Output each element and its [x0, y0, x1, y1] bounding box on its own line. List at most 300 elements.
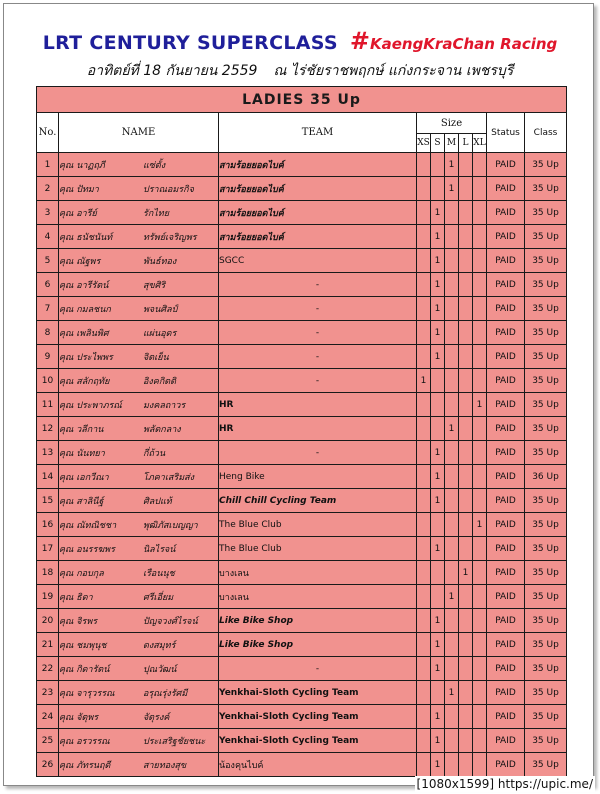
last-name: สุขศิริ	[143, 280, 166, 291]
status-badge: PAID	[487, 153, 525, 177]
first-name: คุณ ณัฐพร	[59, 256, 101, 267]
participant-name	[59, 177, 219, 201]
participant-name	[59, 465, 219, 489]
table-row	[37, 609, 567, 633]
status-badge: PAID	[487, 297, 525, 321]
registration-table	[36, 86, 567, 777]
participant-name	[59, 273, 219, 297]
size-cell-l	[459, 249, 473, 273]
size-cell-xl	[473, 225, 487, 249]
event-subtitle	[0, 60, 600, 82]
col-header-team: TEAM	[219, 113, 417, 153]
team-name: -	[219, 297, 417, 321]
table-row	[37, 753, 567, 777]
size-cell-s: 1	[431, 249, 445, 273]
row-number: 20	[37, 609, 59, 633]
team-name: -	[219, 321, 417, 345]
race-class: 35 Up	[525, 729, 567, 753]
status-badge: PAID	[487, 345, 525, 369]
first-name: คุณ ประไพพร	[59, 352, 113, 363]
size-cell-xl	[473, 489, 487, 513]
last-name: มงคลถาวร	[143, 400, 186, 411]
row-number: 14	[37, 465, 59, 489]
row-number: 12	[37, 417, 59, 441]
size-cell-xl	[473, 705, 487, 729]
size-cell-xs	[417, 705, 431, 729]
size-cell-s	[431, 177, 445, 201]
size-cell-l	[459, 585, 473, 609]
size-cell-xl	[473, 441, 487, 465]
participant-name	[59, 729, 219, 753]
first-name: คุณ อารีย์	[59, 208, 97, 219]
race-class: 35 Up	[525, 633, 567, 657]
size-cell-m	[445, 537, 459, 561]
first-name: คุณ สาลินีฐ์	[59, 496, 104, 507]
col-header-size-xs: XS	[417, 134, 431, 153]
table-row	[37, 321, 567, 345]
event-title	[0, 27, 600, 55]
size-cell-m	[445, 249, 459, 273]
size-cell-m	[445, 729, 459, 753]
size-cell-xs	[417, 153, 431, 177]
status-badge: PAID	[487, 249, 525, 273]
first-name: คุณ จัตุพร	[59, 712, 99, 723]
status-badge: PAID	[487, 729, 525, 753]
team-name: Heng Bike	[219, 465, 417, 489]
size-cell-l	[459, 417, 473, 441]
size-cell-s: 1	[431, 321, 445, 345]
status-badge: PAID	[487, 609, 525, 633]
size-cell-l	[459, 753, 473, 777]
row-number: 21	[37, 633, 59, 657]
team-name: Like Bike Shop	[219, 633, 417, 657]
size-cell-m	[445, 753, 459, 777]
team-name: Yenkhai-Sloth Cycling Team	[219, 705, 417, 729]
table-row	[37, 153, 567, 177]
size-cell-m	[445, 657, 459, 681]
participant-name	[59, 393, 219, 417]
size-cell-l	[459, 201, 473, 225]
size-cell-xl	[473, 345, 487, 369]
participant-name	[59, 417, 219, 441]
size-cell-s: 1	[431, 753, 445, 777]
size-cell-s	[431, 513, 445, 537]
participant-name	[59, 441, 219, 465]
first-name: คุณ ธิดา	[59, 592, 93, 603]
size-cell-l	[459, 321, 473, 345]
row-number: 13	[37, 441, 59, 465]
status-badge: PAID	[487, 585, 525, 609]
table-row	[37, 345, 567, 369]
participant-name	[59, 561, 219, 585]
row-number: 2	[37, 177, 59, 201]
first-name: คุณ วลีกาน	[59, 424, 104, 435]
race-class: 35 Up	[525, 441, 567, 465]
size-cell-l	[459, 729, 473, 753]
size-cell-xl	[473, 153, 487, 177]
row-number: 25	[37, 729, 59, 753]
status-badge: PAID	[487, 441, 525, 465]
status-badge: PAID	[487, 705, 525, 729]
size-cell-m	[445, 345, 459, 369]
size-cell-s: 1	[431, 297, 445, 321]
size-cell-xs	[417, 633, 431, 657]
image-watermark: [1080x1599] https://upic.me/	[416, 777, 593, 791]
participant-name	[59, 225, 219, 249]
size-cell-m	[445, 297, 459, 321]
race-class: 35 Up	[525, 753, 567, 777]
row-number: 26	[37, 753, 59, 777]
last-name: แซ่ตั้ง	[143, 160, 166, 171]
race-class: 35 Up	[525, 417, 567, 441]
size-cell-xl	[473, 537, 487, 561]
table-row	[37, 705, 567, 729]
size-cell-xs	[417, 225, 431, 249]
row-number: 6	[37, 273, 59, 297]
size-cell-s	[431, 585, 445, 609]
hashtag-symbol: #	[349, 27, 370, 55]
status-badge: PAID	[487, 513, 525, 537]
row-number: 8	[37, 321, 59, 345]
size-cell-xs	[417, 249, 431, 273]
col-header-size-s: S	[431, 134, 445, 153]
status-badge: PAID	[487, 201, 525, 225]
first-name: คุณ ภัทรนฤดี	[59, 760, 111, 771]
last-name: พจนศิลป์	[143, 304, 178, 315]
table-row	[37, 297, 567, 321]
first-name: คุณ นาฏฤภี	[59, 160, 105, 171]
last-name: จัตุรงค์	[143, 712, 170, 723]
size-cell-xl	[473, 321, 487, 345]
status-badge: PAID	[487, 417, 525, 441]
table-row	[37, 393, 567, 417]
participant-name	[59, 345, 219, 369]
first-name: คุณ อรวรรณ	[59, 736, 110, 747]
team-name: -	[219, 273, 417, 297]
event-date: อาทิตย์ที่ 18 กันยายน 2559	[86, 63, 258, 79]
size-cell-m	[445, 465, 459, 489]
status-badge: PAID	[487, 177, 525, 201]
category-banner: LADIES 35 Up	[37, 87, 567, 113]
size-cell-xl	[473, 465, 487, 489]
size-cell-m	[445, 441, 459, 465]
size-cell-l	[459, 657, 473, 681]
team-name: -	[219, 369, 417, 393]
size-cell-xs	[417, 321, 431, 345]
size-cell-xl	[473, 633, 487, 657]
size-cell-xs	[417, 345, 431, 369]
size-cell-s	[431, 561, 445, 585]
row-number: 4	[37, 225, 59, 249]
first-name: คุณ อารีรัตน์	[59, 280, 109, 291]
size-cell-xl	[473, 729, 487, 753]
team-name: บางเลน	[219, 561, 417, 585]
participant-name	[59, 705, 219, 729]
table-row	[37, 513, 567, 537]
col-header-class: Class	[525, 113, 567, 153]
size-cell-m	[445, 609, 459, 633]
size-cell-l	[459, 537, 473, 561]
first-name: คุณ จารุวรรณ	[59, 688, 115, 699]
size-cell-s: 1	[431, 537, 445, 561]
size-cell-xs	[417, 561, 431, 585]
participant-name	[59, 681, 219, 705]
table-row	[37, 729, 567, 753]
size-cell-m	[445, 633, 459, 657]
size-cell-l	[459, 441, 473, 465]
size-cell-xs	[417, 417, 431, 441]
first-name: คุณ สลักฤทัย	[59, 376, 110, 387]
size-cell-s: 1	[431, 633, 445, 657]
status-badge: PAID	[487, 681, 525, 705]
team-name: สามร้อยยอดไบค์	[219, 177, 417, 201]
first-name: คุณ ปัทมา	[59, 184, 99, 195]
race-class: 35 Up	[525, 369, 567, 393]
size-cell-m: 1	[445, 417, 459, 441]
col-header-no: No.	[37, 113, 59, 153]
size-cell-xl	[473, 177, 487, 201]
size-cell-m: 1	[445, 153, 459, 177]
row-number: 3	[37, 201, 59, 225]
last-name: พันธ์ทอง	[143, 256, 177, 267]
size-cell-l	[459, 609, 473, 633]
size-cell-l	[459, 297, 473, 321]
event-name: LRT CENTURY SUPERCLASS	[42, 32, 338, 54]
size-cell-xl: 1	[473, 393, 487, 417]
last-name: จิตเย็น	[143, 352, 169, 363]
first-name: คุณ ประพาภรณ์	[59, 400, 122, 411]
col-header-size-l: L	[459, 134, 473, 153]
race-class: 35 Up	[525, 201, 567, 225]
size-cell-m	[445, 705, 459, 729]
race-class: 35 Up	[525, 609, 567, 633]
size-cell-xl	[473, 609, 487, 633]
last-name: อรุณรุ่งรัศมี	[143, 688, 188, 699]
size-cell-l	[459, 369, 473, 393]
race-class: 35 Up	[525, 249, 567, 273]
size-cell-xs	[417, 681, 431, 705]
size-cell-xs	[417, 273, 431, 297]
size-cell-xs	[417, 585, 431, 609]
row-number: 22	[37, 657, 59, 681]
last-name: เรือนนุช	[143, 568, 175, 579]
participant-name	[59, 633, 219, 657]
size-cell-xl	[473, 753, 487, 777]
race-class: 35 Up	[525, 273, 567, 297]
size-cell-s	[431, 153, 445, 177]
size-cell-s	[431, 393, 445, 417]
participant-name	[59, 537, 219, 561]
size-cell-xs	[417, 609, 431, 633]
team-name: Yenkhai-Sloth Cycling Team	[219, 729, 417, 753]
participant-name	[59, 321, 219, 345]
first-name: คุณ กมลชนก	[59, 304, 111, 315]
first-name: คุณ กอบกุล	[59, 568, 104, 579]
size-cell-xl	[473, 369, 487, 393]
col-header-name: NAME	[59, 113, 219, 153]
size-cell-xl: 1	[473, 513, 487, 537]
team-name: The Blue Club	[219, 537, 417, 561]
size-cell-l	[459, 465, 473, 489]
team-name: -	[219, 441, 417, 465]
size-cell-xs	[417, 537, 431, 561]
size-cell-s	[431, 681, 445, 705]
table-row	[37, 633, 567, 657]
size-cell-l	[459, 153, 473, 177]
status-badge: PAID	[487, 321, 525, 345]
size-cell-l	[459, 177, 473, 201]
row-number: 17	[37, 537, 59, 561]
size-cell-s: 1	[431, 729, 445, 753]
size-cell-xl	[473, 681, 487, 705]
status-badge: PAID	[487, 633, 525, 657]
race-class: 35 Up	[525, 297, 567, 321]
size-cell-l	[459, 705, 473, 729]
race-class: 35 Up	[525, 153, 567, 177]
race-class: 35 Up	[525, 705, 567, 729]
size-cell-xs	[417, 513, 431, 537]
event-venue: ณ ไร่ชัยราชพฤกษ์ แก่งกระจาน เพชรบุรี	[273, 63, 514, 79]
last-name: โภคาเสริมส่ง	[143, 472, 195, 483]
size-cell-xs	[417, 393, 431, 417]
first-name: คุณ นันทยา	[59, 448, 105, 459]
row-number: 24	[37, 705, 59, 729]
team-name: The Blue Club	[219, 513, 417, 537]
size-cell-xs	[417, 489, 431, 513]
team-name: HR	[219, 417, 417, 441]
race-class: 35 Up	[525, 393, 567, 417]
last-name: พุฒิภัสเบญญา	[143, 520, 198, 531]
size-cell-xl	[473, 657, 487, 681]
last-name: ปุณวัฒน์	[143, 664, 177, 675]
team-name: HR	[219, 393, 417, 417]
last-name: ปัญจวงศ์ไรจน์	[143, 616, 198, 627]
status-badge: PAID	[487, 753, 525, 777]
size-cell-m: 1	[445, 177, 459, 201]
last-name: ประเสริฐชัยชนะ	[143, 736, 206, 747]
race-class: 36 Up	[525, 465, 567, 489]
table-row	[37, 417, 567, 441]
size-cell-xs	[417, 201, 431, 225]
participant-name	[59, 201, 219, 225]
status-badge: PAID	[487, 369, 525, 393]
size-cell-s: 1	[431, 657, 445, 681]
size-cell-m	[445, 393, 459, 417]
last-name: นิลไรจน์	[143, 544, 176, 555]
last-name: ศรีเอี่ยม	[143, 592, 174, 603]
size-cell-l	[459, 345, 473, 369]
team-name: สามร้อยยอดไบค์	[219, 201, 417, 225]
participant-name	[59, 609, 219, 633]
row-number: 1	[37, 153, 59, 177]
participant-name	[59, 489, 219, 513]
status-badge: PAID	[487, 489, 525, 513]
participant-name	[59, 753, 219, 777]
table-row	[37, 225, 567, 249]
first-name: คุณ กิดารัตน์	[59, 664, 110, 675]
table-row	[37, 465, 567, 489]
size-cell-s: 1	[431, 465, 445, 489]
row-number: 5	[37, 249, 59, 273]
size-cell-xs	[417, 441, 431, 465]
participant-name	[59, 585, 219, 609]
row-number: 9	[37, 345, 59, 369]
last-name: ปราณอมรกิจ	[143, 184, 194, 195]
participant-name	[59, 369, 219, 393]
size-cell-xs	[417, 657, 431, 681]
team-name: -	[219, 657, 417, 681]
col-header-size-xl: XL	[473, 134, 487, 153]
size-cell-xl	[473, 417, 487, 441]
team-name: Chill Chill Cycling Team	[219, 489, 417, 513]
first-name: คุณ เอกวีณา	[59, 472, 109, 483]
row-number: 10	[37, 369, 59, 393]
size-cell-s: 1	[431, 441, 445, 465]
size-cell-l	[459, 681, 473, 705]
first-name: คุณ เพลินพิศ	[59, 328, 109, 339]
row-number: 23	[37, 681, 59, 705]
participant-name	[59, 249, 219, 273]
size-cell-m: 1	[445, 681, 459, 705]
last-name: ดงสมุทร์	[143, 640, 176, 651]
size-cell-xs	[417, 465, 431, 489]
status-badge: PAID	[487, 225, 525, 249]
size-cell-l	[459, 513, 473, 537]
table-row	[37, 489, 567, 513]
status-badge: PAID	[487, 465, 525, 489]
race-class: 35 Up	[525, 537, 567, 561]
size-cell-xl	[473, 201, 487, 225]
table-row	[37, 561, 567, 585]
size-cell-xs: 1	[417, 369, 431, 393]
size-cell-m	[445, 201, 459, 225]
participant-name	[59, 153, 219, 177]
size-cell-xs	[417, 297, 431, 321]
size-cell-m	[445, 513, 459, 537]
size-cell-s: 1	[431, 705, 445, 729]
size-cell-xs	[417, 177, 431, 201]
race-class: 35 Up	[525, 489, 567, 513]
size-cell-s: 1	[431, 273, 445, 297]
col-header-size-m: M	[445, 134, 459, 153]
size-cell-l	[459, 633, 473, 657]
row-number: 16	[37, 513, 59, 537]
last-name: รักไทย	[143, 208, 170, 219]
size-cell-m: 1	[445, 585, 459, 609]
race-class: 35 Up	[525, 585, 567, 609]
status-badge: PAID	[487, 561, 525, 585]
size-cell-xl	[473, 249, 487, 273]
table-row	[37, 681, 567, 705]
team-name: สามร้อยยอดไบค์	[219, 225, 417, 249]
race-class: 35 Up	[525, 177, 567, 201]
team-name: SGCC	[219, 249, 417, 273]
last-name: กี่ถ้วน	[143, 448, 166, 459]
participant-name	[59, 657, 219, 681]
last-name: ทรัพย์เจริญพร	[143, 232, 197, 243]
first-name: คุณ จิรพร	[59, 616, 98, 627]
size-cell-s	[431, 417, 445, 441]
status-badge: PAID	[487, 273, 525, 297]
size-cell-l	[459, 225, 473, 249]
row-number: 11	[37, 393, 59, 417]
participant-name	[59, 513, 219, 537]
size-cell-m	[445, 273, 459, 297]
last-name: สายทองสุข	[143, 760, 187, 771]
table-row	[37, 537, 567, 561]
first-name: คุณ อนรรฆพร	[59, 544, 115, 555]
last-name: ศิลปแท้	[143, 496, 172, 507]
